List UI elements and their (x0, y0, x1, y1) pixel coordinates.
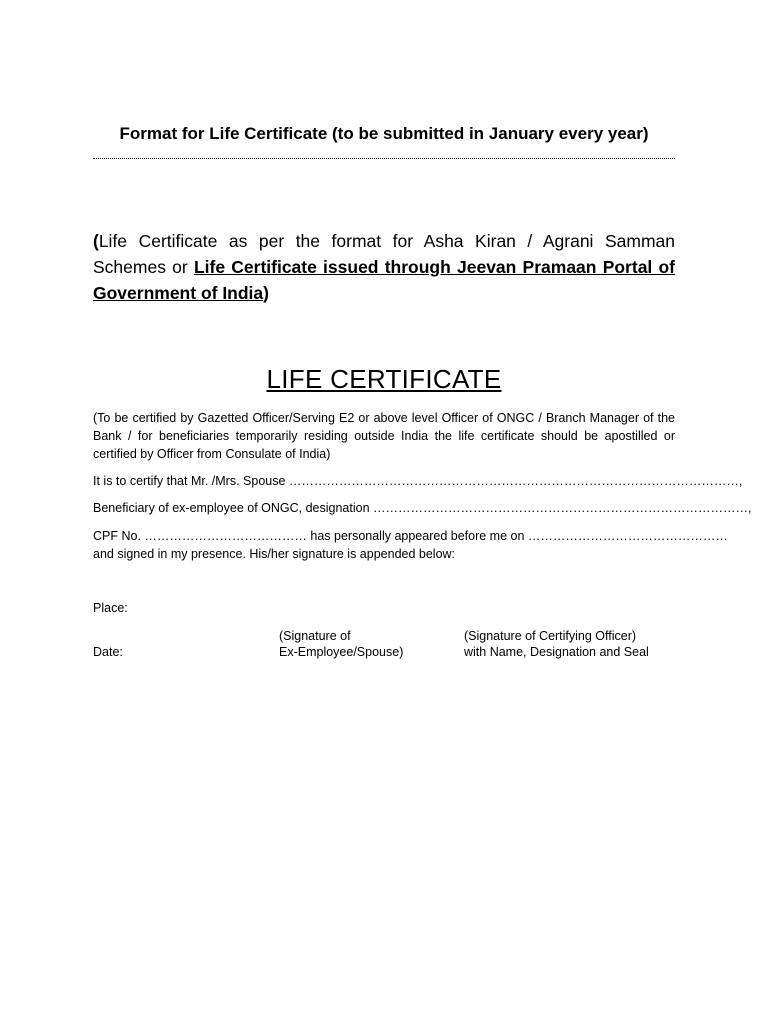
scheme-note (93, 228, 675, 306)
jeevan-pramaan-text: Life Certificate issued through Jeevan Pramaan Portal of Government of India (93, 257, 676, 303)
certificate-heading: LIFE CERTIFICATE (266, 364, 502, 394)
scheme-text: Life Certificate as per the format for Asha Kiran / Agrani Samman Schemes or (93, 231, 675, 277)
designation-line: Beneficiary of ex-employee of ONGC, designation ………………………………………………………………………………, (93, 501, 752, 515)
scheme-open-paren: ( (93, 231, 99, 251)
certify-name-line: It is to certify that Mr. /Mrs. Spouse ………………………………………………………………………………………………, (93, 474, 743, 488)
place-label: Place: (93, 601, 128, 615)
document-title: Format for Life Certificate (to be submitted in January every year) (119, 124, 649, 143)
scheme-close-paren: ) (263, 283, 269, 303)
dotted-separator (93, 158, 675, 159)
certification-instruction: (To be certified by Gazetted Officer/Serving E2 or above level Officer of ONGC / Branch Manager of the Bank / for beneficiaries temporarily residing outside India the life certificate should be apostilled or certified by Officer from Consulate of India) (93, 411, 675, 461)
employee-signature-line2: Ex-Employee/Spouse) (279, 645, 404, 659)
cpf-line: CPF No. ………………………………… has personally appeared before me on ………………………………………… (93, 529, 728, 543)
employee-signature-line1: (Signature of (279, 629, 351, 643)
officer-signature-line1: (Signature of Certifying Officer) (464, 629, 637, 643)
presence-line: and signed in my presence. His/her signature is appended below: (93, 547, 456, 561)
date-label: Date: (93, 645, 123, 659)
officer-signature-line2: with Name, Designation and Seal (464, 645, 649, 659)
